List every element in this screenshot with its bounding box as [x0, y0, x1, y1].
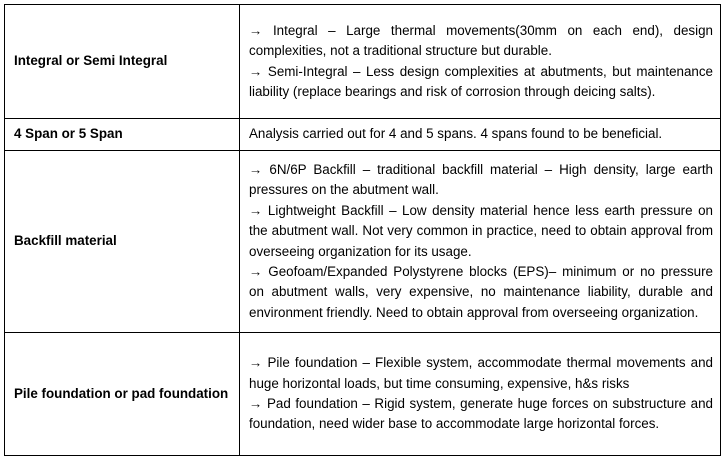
row-description-integral — [240, 5, 721, 119]
bullet-point-lightweight-backfill — [249, 201, 713, 262]
table-row-backfill — [5, 151, 721, 333]
point-text: Geofoam/Expanded Polystyrene blocks (EPS)– minimum or no pressure on abutment walls, very expensive, no maintenance liability, durable and environment friendly. Need to obtain approval from overseeing organization. — [249, 263, 713, 320]
row-description-foundation — [240, 333, 721, 456]
point-text: Pile foundation – Flexible system, accommodate thermal movements and huge horizontal loads, but time consuming, expensive, h&s risks — [249, 355, 713, 391]
arrow-icon: → — [249, 63, 263, 79]
bullet-point-6n6p-backfill — [249, 160, 713, 201]
point-text: Lightweight Backfill – Low density material hence less earth pressure on the abutment wall. Not very common in practice, need to obtain approval from overseeing organization for its usage. — [249, 202, 713, 259]
bullet-point-integral — [249, 21, 713, 62]
row-description-backfill — [240, 151, 721, 333]
row-label-foundation: Pile foundation or pad foundation — [5, 333, 240, 456]
point-text: Semi-Integral – Less design complexities at abutments, but maintenance liability (replace bearings and risk of corrosion through deicing salts). — [249, 63, 713, 99]
bullet-point-pile-foundation — [249, 353, 713, 394]
row-description-span: Analysis carried out for 4 and 5 spans. 4 spans found to be beneficial. — [240, 119, 721, 151]
arrow-icon: → — [249, 161, 263, 177]
comparison-table — [4, 4, 721, 456]
table-row-span — [5, 119, 721, 151]
table-row-foundation — [5, 333, 721, 456]
arrow-icon: → — [249, 22, 263, 38]
row-label-integral: Integral or Semi Integral — [5, 5, 240, 119]
document-page — [4, 4, 721, 456]
arrow-icon: → — [249, 263, 263, 279]
table-row-integral — [5, 5, 721, 119]
arrow-icon: → — [249, 355, 263, 371]
bullet-point-semi-integral — [249, 62, 713, 103]
point-text: Integral – Large thermal movements(30mm on each end), design complexities, not a traditional structure but durable. — [249, 22, 713, 59]
bullet-point-geofoam — [249, 262, 713, 323]
row-label-span: 4 Span or 5 Span — [5, 119, 240, 151]
bullet-point-pad-foundation — [249, 394, 713, 435]
point-text: Pad foundation – Rigid system, generate huge forces on substructure and foundation, need wider base to accommodate large horizontal forces. — [249, 396, 713, 432]
point-text: 6N/6P Backfill – traditional backfill material – High density, large earth pressures on the abutment wall. — [249, 161, 713, 198]
row-label-backfill: Backfill material — [5, 151, 240, 333]
arrow-icon: → — [249, 396, 263, 411]
arrow-icon: → — [249, 202, 263, 218]
